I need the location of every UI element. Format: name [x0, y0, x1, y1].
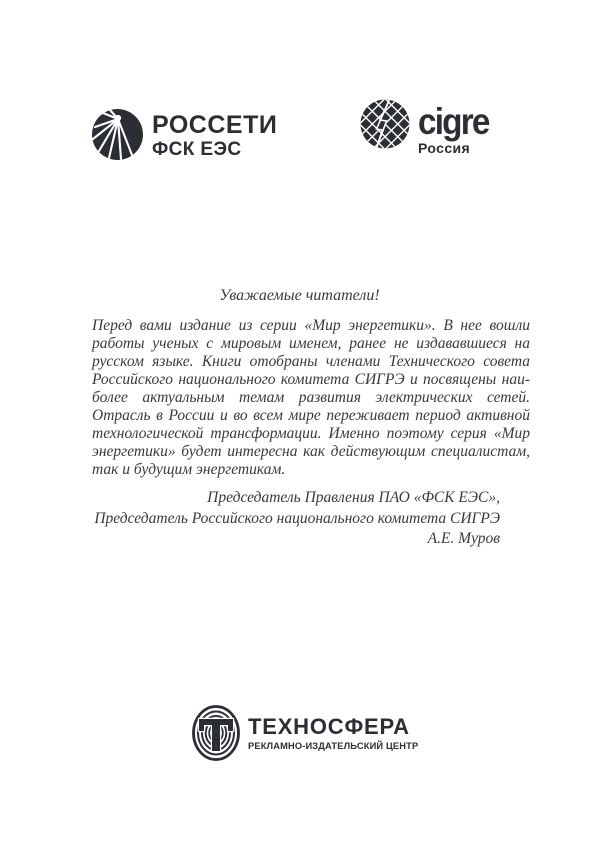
cigre-russia-logo [358, 93, 496, 165]
publisher-logo-title: ТЕХНОСФЕРА [248, 713, 410, 739]
signature-line: А.Е. Муров [427, 530, 500, 547]
letter-salutation: Уважаемые читатели! [219, 287, 380, 304]
letter-body-line: русском языке. Книги отобраны членами Технического совета [92, 353, 530, 370]
letter-signature [92, 488, 500, 550]
letter-body-line: энергетики» будет интересна как действующим специалистам, [92, 443, 530, 460]
cigre-logo-subtitle: Россия [418, 140, 471, 156]
letter-body-line: так и будущим энергетикам. [92, 461, 286, 478]
letter-body-line: Перед вами издание из серии «Мир энергетики». В нее вошли [92, 317, 530, 334]
letter-body-line: Российского национального комитета СИГРЭ и посвящены наи- [92, 371, 530, 388]
technosfera-rings-t-icon [191, 704, 241, 762]
cigre-globe-lightning-icon [358, 93, 414, 165]
letter-body-line: Отрасль в России и во всем мире переживает период активной [92, 407, 530, 424]
technosfera-publisher-logo [191, 704, 418, 762]
letter-body [92, 317, 530, 479]
rosseti-fsk-ees-logo [91, 108, 277, 161]
letter-body-line: технологической трансформации. Именно поэтому серия «Мир [92, 425, 530, 442]
letter-body-line: более актуальным темам развития электрических сетей. [92, 389, 530, 406]
cigre-logo-title: cigre [418, 101, 489, 142]
rosseti-sphere-icon [91, 108, 144, 161]
signature-line: Председатель Российского национального комитета СИГРЭ [94, 509, 500, 527]
rosseti-logo-subtitle: ФСК ЕЭС [152, 139, 242, 160]
publisher-logo-subtitle: РЕКЛАМНО-ИЗДАТЕЛЬСКИЙ ЦЕНТР [248, 740, 419, 751]
rosseti-logo-title: РОССЕТИ [152, 111, 278, 139]
letter-body-line: работы ученых с мировым именем, ранее не издававшиеся на [92, 335, 530, 352]
signature-line: Председатель Правления ПАО «ФСК ЕЭС», [207, 489, 500, 506]
